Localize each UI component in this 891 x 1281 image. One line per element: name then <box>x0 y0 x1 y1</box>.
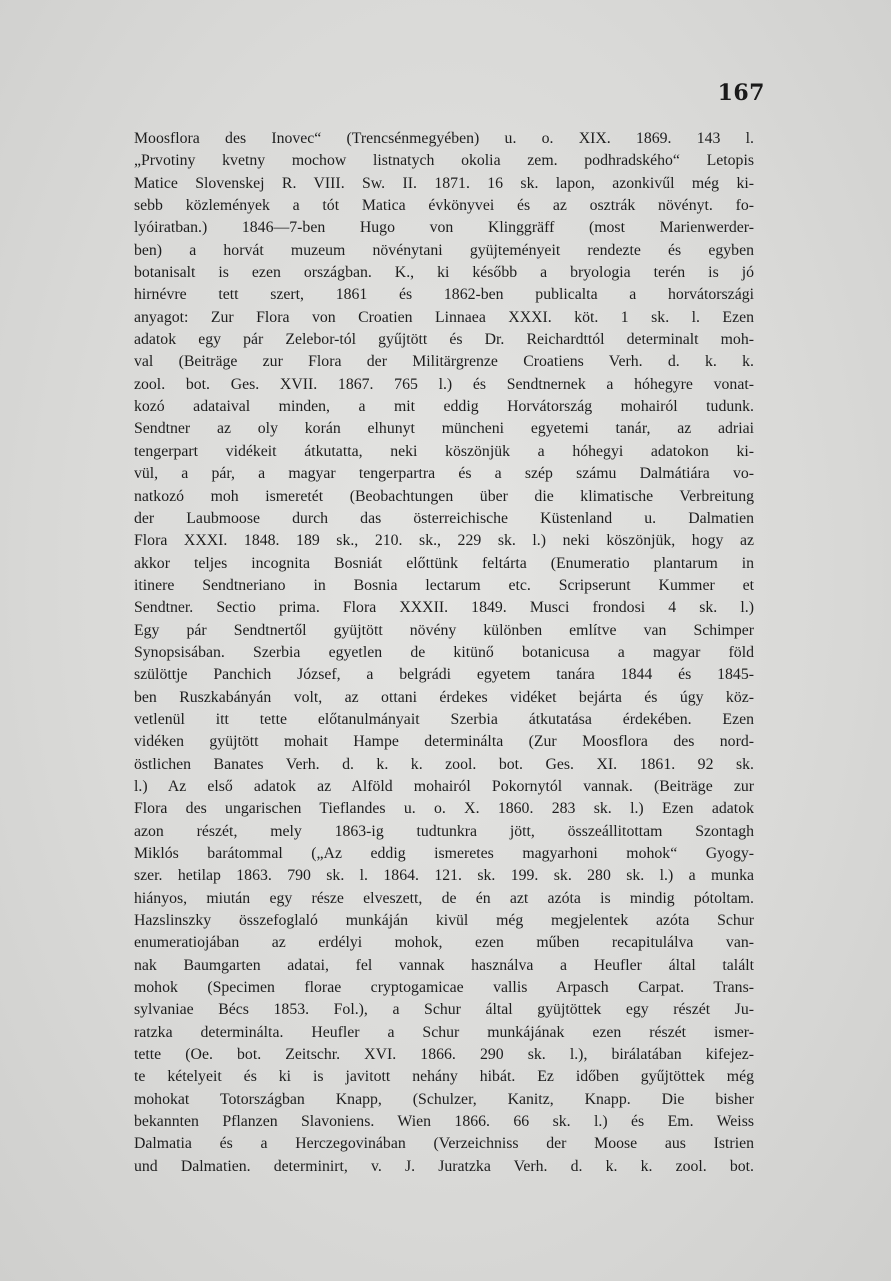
text-line: vetlenül itt tette előtanulmányait Szerbia átkutatása érdekében. Ezen <box>134 710 754 728</box>
text-line: val (Beiträge zur Flora der Militärgrenze Croatiens Verh. d. k. k. <box>134 353 754 371</box>
text-line: „Prvotiny kvetny mochow listnatych okolia zem. podhradského“ Letopis <box>134 152 754 170</box>
text-line: Flora des ungarischen Tieflandes u. o. X. 1860. 283 sk. l.) Ezen adatok <box>134 800 754 818</box>
text-line: te kételyeit és ki is javitott nehány hibát. Ez időben gyűjtöttek még <box>134 1068 754 1086</box>
text-line: Dalmatia és a Herczegovinában (Verzeichniss der Moose aus Istrien <box>134 1135 754 1153</box>
text-line: hirnévre tett szert, 1861 és 1862-ben publicalta a horvátországi <box>134 286 754 304</box>
text-line: kozó adataival minden, a mit eddig Horvátország mohairól tudunk. <box>134 398 754 416</box>
text-line: itinere Sendtneriano in Bosnia lectarum etc. Scripserunt Kummer et <box>134 576 754 594</box>
text-line: Sendtner. Sectio prima. Flora XXXII. 1849. Musci frondosi 4 sk. l.) <box>134 599 754 617</box>
text-line: enumeratiojában az erdélyi mohok, ezen műben recapitulálva van- <box>134 934 754 952</box>
text-line: Sendtner az oly korán elhunyt müncheni egyetemi tanár, az adriai <box>134 420 754 438</box>
text-line: Synopsisában. Szerbia egyetlen de kitünő botanicusa a magyar föld <box>134 643 754 661</box>
text-line: Miklós barátommal („Az eddig ismeretes magyarhoni mohok“ Gyogy- <box>134 845 754 862</box>
text-line: ben Ruszkabányán volt, az ottani érdekes vidéket bejárta és úgy köz- <box>134 688 754 706</box>
text-line: Matice Slovenskej R. VIII. Sw. II. 1871. 16 sk. lapon, azonkivűl még ki- <box>134 174 754 192</box>
text-line: mohokat Totországban Knapp, (Schulzer, Kanitz, Knapp. Die bisher <box>134 1090 754 1108</box>
text-line: mohok (Specimen florae cryptogamicae vallis Arpasch Carpat. Trans- <box>134 979 754 997</box>
text-line: adatok egy pár Zelebor-tól gyűjtött és Dr. Reichardttól determinalt moh- <box>134 331 754 349</box>
text-line: bekannten Pflanzen Slavoniens. Wien 1866. 66 sk. l.) és Em. Weiss <box>134 1113 754 1131</box>
text-line: akkor teljes incognita Bosniát előttünk feltárta (Enumeratio plantarum in <box>134 554 754 572</box>
text-line: sylvaniae Bécs 1853. Fol.), a Schur által gyüjtöttek egy részét Ju- <box>134 1001 754 1019</box>
text-line: zool. bot. Ges. XVII. 1867. 765 l.) és Sendtnernek a hóhegyre vonat- <box>134 375 754 393</box>
text-line: der Laubmoose durch das österreichische Küstenland u. Dalmatien <box>134 509 754 527</box>
text-line: östlichen Banates Verh. d. k. k. zool. bot. Ges. XI. 1861. 92 sk. <box>134 755 754 773</box>
text-line: nak Baumgarten adatai, fel vannak használva a Heufler által talált <box>134 956 754 974</box>
text-line: Flora XXXI. 1848. 189 sk., 210. sk., 229 sk. l.) neki köszönjük, hogy az <box>134 532 754 550</box>
text-line: natkozó moh ismeretét (Beobachtungen über die klimatische Verbreitung <box>134 487 754 505</box>
text-line: botanisalt is ezen országban. K., ki később a bryologia terén is jó <box>134 264 754 282</box>
body-text <box>134 128 754 1178</box>
text-line: szülöttje Panchich József, a belgrádi egyetem tanára 1844 és 1845- <box>134 666 754 684</box>
text-line: azon részét, mely 1863-ig tudtunkra jött, összeállitottam Szontagh <box>134 822 754 840</box>
text-line: Egy pár Sendtnertől gyüjtött növény különben említve van Schimper <box>134 621 754 639</box>
text-line: tette (Oe. bot. Zeitschr. XVI. 1866. 290 sk. l.), birálatában kifejez- <box>134 1046 754 1064</box>
text-line: vidéken gyüjtött mohait Hampe determinálta (Zur Moosflora des nord- <box>134 733 754 751</box>
text-line: l.) Az első adatok az Alföld mohairól Pokornytól vannak. (Beiträge zur <box>134 777 754 795</box>
text-line: anyagot: Zur Flora von Croatien Linnaea XXXI. köt. 1 sk. l. Ezen <box>134 308 754 326</box>
text-line: szer. hetilap 1863. 790 sk. l. 1864. 121. sk. 199. sk. 280 sk. l.) a munka <box>134 867 754 885</box>
text-line: und Dalmatien. determinirt, v. J. Juratzka Verh. d. k. k. zool. bot. <box>134 1157 754 1175</box>
text-line: hiányos, miután egy része elveszett, de én azt azóta is mindig pótoltam. <box>134 889 754 907</box>
text-line: vül, a pár, a magyar tengerpartra és a szép számu Dalmátiára vo- <box>134 465 754 483</box>
text-line: lyóiratban.) 1846—7-ben Hugo von Klinggräff (most Marienwerder- <box>134 219 754 237</box>
text-line: ben) a horvát muzeum növénytani gyüjteményeit rendezte és egyben <box>134 241 754 259</box>
text-line: tengerpart vidékeit átkutatta, neki köszönjük a hóhegyi adatokon ki- <box>134 442 754 460</box>
page-number: 167 <box>717 80 765 106</box>
text-line: Hazslinszky összefoglaló munkáján kivül még megjelentek azóta Schur <box>134 912 754 930</box>
text-line: Moosflora des Inovec“ (Trencsénmegyében) u. o. XIX. 1869. 143 l. <box>134 130 754 147</box>
text-line: ratzka determinálta. Heufler a Schur munkájának ezen részét ismer- <box>134 1023 754 1041</box>
text-line: sebb közlemények a tót Matica évkönyvei és az osztrák növényt. fo- <box>134 197 754 215</box>
